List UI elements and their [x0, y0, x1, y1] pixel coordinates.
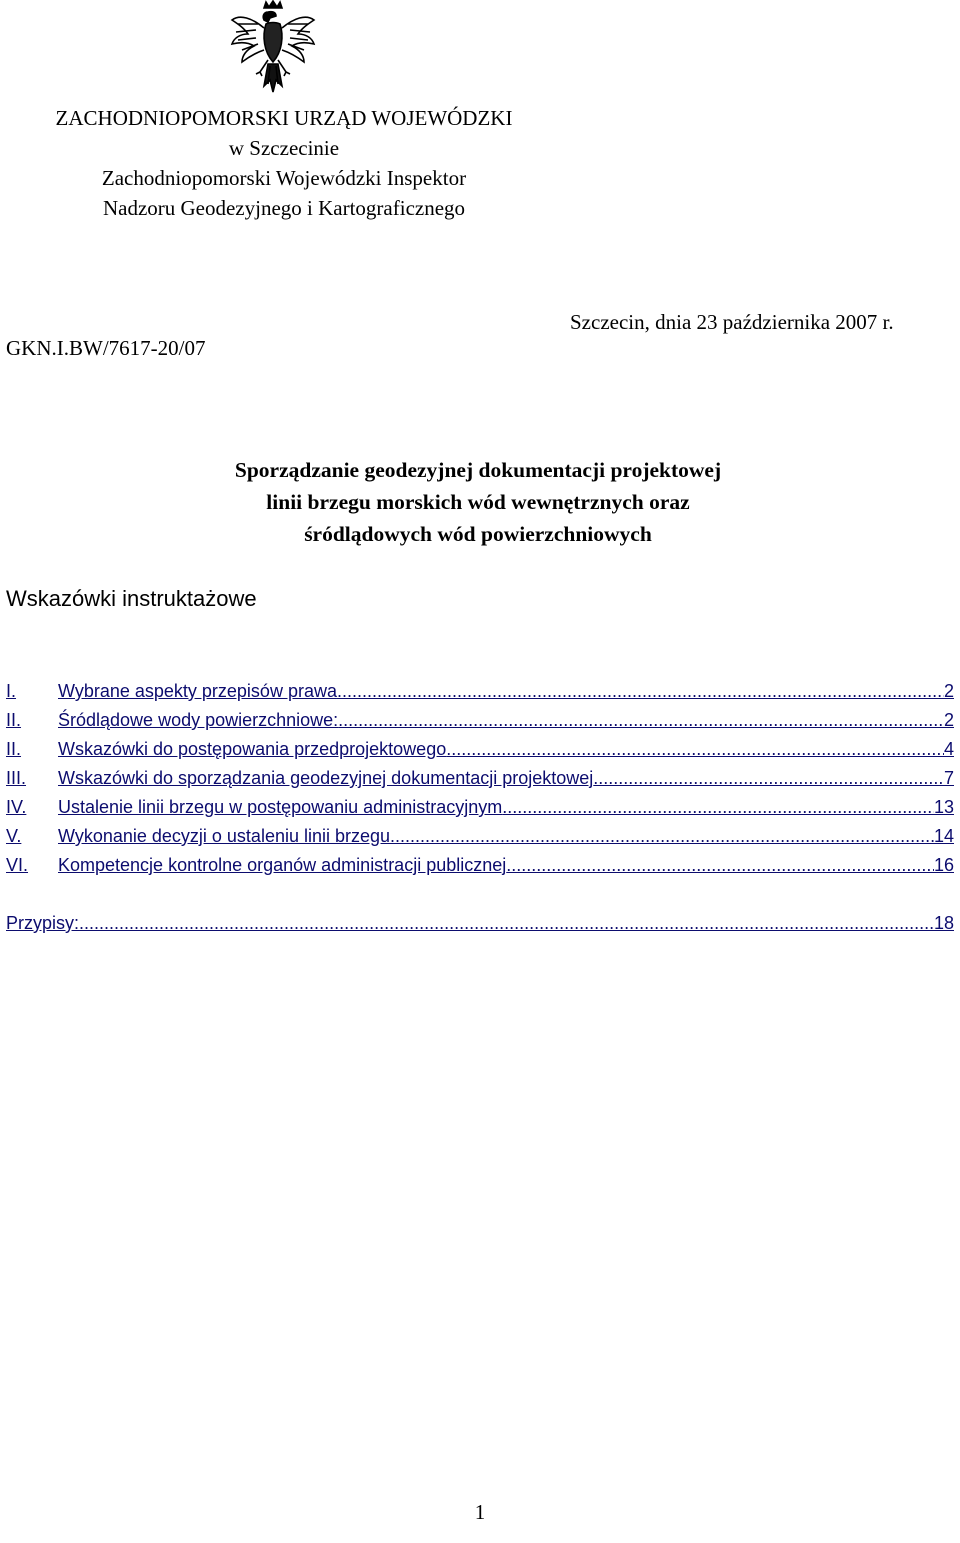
- toc-link[interactable]: [58, 794, 954, 821]
- inspector-title: Zachodniopomorski Wojewódzki Inspektor: [101, 166, 467, 190]
- toc-entry[interactable]: [6, 823, 954, 852]
- toc-link[interactable]: [58, 765, 954, 792]
- reference-number: GKN.I.BW/7617-20/07: [6, 336, 206, 360]
- toc-text: Ustalenie linii brzegu w postępowaniu administracyjnym: [58, 797, 503, 817]
- title-line: Sporządzanie geodezyjnej dokumentacji projektowej: [234, 458, 722, 482]
- toc-text: Kompetencje kontrolne organów administracji publicznej: [58, 855, 507, 875]
- toc-entry[interactable]: [6, 707, 954, 736]
- toc-link[interactable]: [58, 678, 954, 705]
- toc-page: 18: [933, 913, 954, 933]
- toc-text: Wykonanie decyzji o ustaleniu linii brzegu: [58, 826, 391, 846]
- toc-entry[interactable]: [6, 852, 954, 881]
- office-header: [6, 103, 562, 223]
- toc-leader: [337, 678, 944, 705]
- toc-text: Wybrane aspekty przepisów prawa: [58, 681, 337, 701]
- document-date: Szczecin, dnia 23 października 2007 r.: [570, 310, 894, 334]
- document-subtitle: Wskazówki instruktażowe: [6, 586, 257, 611]
- toc-entry[interactable]: [6, 736, 954, 765]
- table-of-contents: [6, 678, 954, 939]
- toc-page: 4: [943, 739, 954, 759]
- toc-entry[interactable]: [6, 794, 954, 823]
- toc-leader: [502, 794, 934, 821]
- toc-number: II.: [6, 739, 22, 759]
- toc-text: Przypisy:: [6, 913, 80, 933]
- toc-number: III.: [6, 768, 27, 788]
- toc-leader: [390, 823, 934, 850]
- toc-page: 13: [933, 797, 954, 817]
- toc-leader: [446, 736, 944, 763]
- toc-text: Wskazówki do sporządzania geodezyjnej dokumentacji projektowej: [58, 768, 594, 788]
- toc-page: 7: [943, 768, 954, 788]
- toc-entry[interactable]: [6, 765, 954, 794]
- toc-text: Wskazówki do postępowania przedprojektowego: [58, 739, 447, 759]
- toc-leader: [338, 707, 944, 734]
- toc-entry[interactable]: [6, 678, 954, 707]
- office-name: ZACHODNIOPOMORSKI URZĄD WOJEWÓDZKI: [55, 106, 513, 130]
- toc-leader: [593, 765, 944, 792]
- toc-leader: [79, 910, 934, 937]
- inspector-title-cont: Nadzoru Geodezyjnego i Kartograficznego: [102, 196, 466, 220]
- toc-number: I.: [6, 681, 17, 701]
- toc-page: 16: [933, 855, 954, 875]
- toc-link[interactable]: [58, 736, 954, 763]
- toc-leader: [506, 852, 934, 879]
- toc-number: IV.: [6, 797, 27, 817]
- toc-number: II.: [6, 710, 22, 730]
- toc-link[interactable]: [58, 823, 954, 850]
- toc-page: 2: [943, 681, 954, 701]
- toc-page: 14: [933, 826, 954, 846]
- toc-link[interactable]: [6, 910, 954, 937]
- office-city: w Szczecinie: [228, 136, 340, 160]
- title-line: linii brzegu morskich wód wewnętrznych oraz: [266, 490, 690, 514]
- toc-number: V.: [6, 826, 22, 846]
- toc-link[interactable]: [58, 852, 954, 879]
- toc-text: Śródlądowe wody powierzchniowe:: [58, 710, 339, 730]
- document-title: [0, 454, 956, 550]
- toc-page: 2: [943, 710, 954, 730]
- page-number: 1: [474, 1500, 486, 1524]
- polish-eagle-emblem-icon: [228, 0, 318, 108]
- toc-number: VI.: [6, 855, 29, 875]
- toc-entry-footnotes[interactable]: [6, 910, 954, 939]
- title-line: śródlądowych wód powierzchniowych: [304, 522, 652, 546]
- toc-link[interactable]: [58, 707, 954, 734]
